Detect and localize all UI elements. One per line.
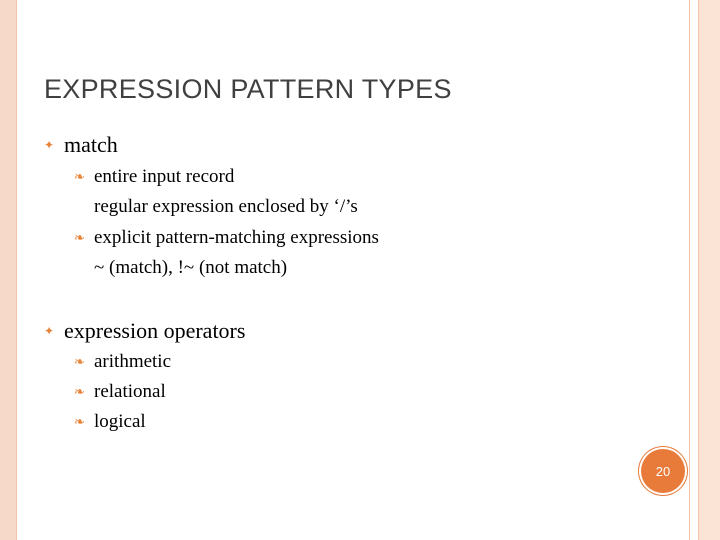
slide-right-border	[686, 0, 720, 540]
page-number-badge: 20	[641, 449, 685, 493]
diamond-bullet-icon: ✦	[44, 138, 55, 152]
slide-title: EXPRESSION PATTERN TYPES	[44, 74, 452, 104]
list-item	[74, 381, 166, 403]
section-label: expression operators	[64, 318, 246, 343]
list-item-text: arithmetic	[94, 351, 172, 372]
list-item	[74, 411, 146, 433]
slide-left-border	[0, 0, 17, 540]
list-item-text: relational	[94, 381, 166, 402]
section-label: match	[64, 132, 118, 157]
list-item	[74, 166, 234, 188]
list-item-text: explicit pattern-matching expressions	[94, 227, 379, 248]
scroll-bullet-icon: ❧	[74, 355, 85, 370]
section-expression-operators	[44, 318, 245, 344]
scroll-bullet-icon: ❧	[74, 415, 85, 430]
scroll-bullet-icon: ❧	[74, 231, 85, 246]
list-item	[74, 351, 171, 373]
list-item-text: entire input record	[94, 166, 235, 187]
scroll-bullet-icon: ❧	[74, 170, 85, 185]
list-item-continuation: ~ (match), !~ (not match)	[94, 257, 288, 278]
diamond-bullet-icon: ✦	[44, 324, 55, 338]
list-item-continuation: regular expression enclosed by ‘/’s	[94, 196, 358, 217]
list-item	[74, 227, 379, 249]
section-match	[44, 132, 118, 158]
scroll-bullet-icon: ❧	[74, 385, 85, 400]
list-item-text: logical	[94, 411, 146, 432]
